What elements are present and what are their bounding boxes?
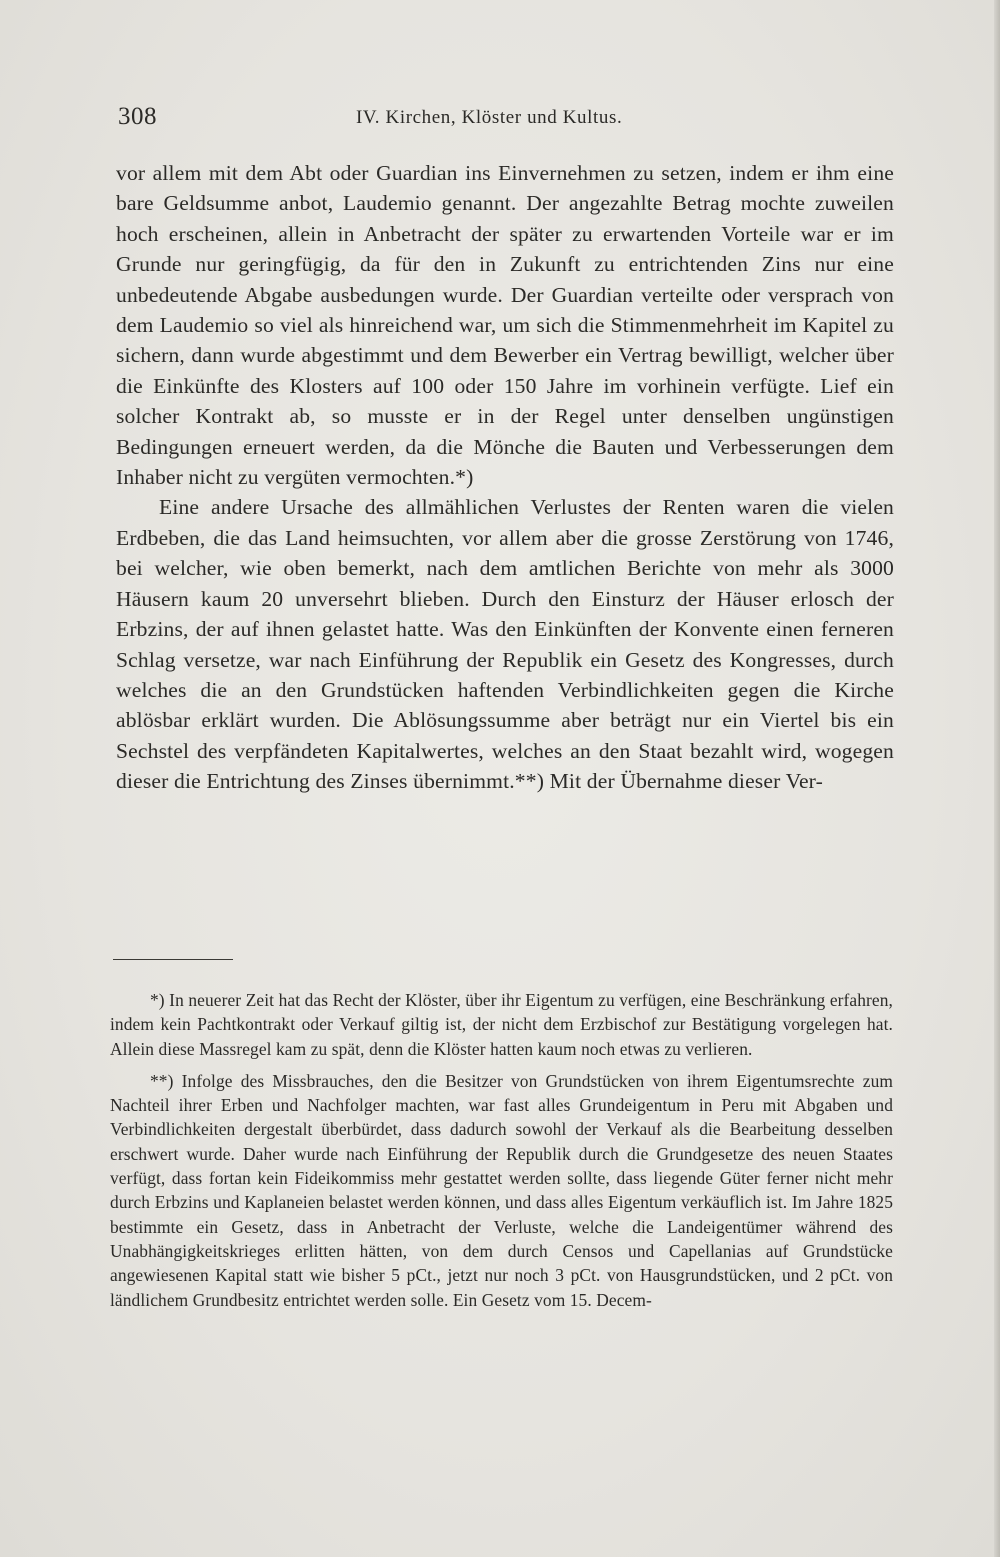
footnote-separator	[113, 959, 233, 960]
main-text	[116, 158, 894, 797]
running-title: IV. Kirchen, Klöster und Kultus.	[356, 107, 623, 128]
footnote-1: *) In neuerer Zeit hat das Recht der Klöster, über ihr Eigentum zu verfügen, eine Beschränkung erfahren, indem kein Pachtkontrakt oder Verkauf giltig ist, der nicht dem Erzbischof zur Bestätigung vorgelegen hat. Allein diese Massregel kam zu spät, denn die Klöster hatten kaum noch etwas zu verlieren.	[110, 990, 893, 1059]
paragraph: Eine andere Ursache des allmählichen Verlustes der Renten waren die vielen Erdbeben, die das Land heimsuchten, vor allem aber die grosse Zerstörung von 1746, bei welcher, wie oben bemerkt, nach dem amtlichen Berichte von mehr als 3000 Häusern kaum 20 unversehrt blieben. Durch den Einsturz der Häuser erlosch der Erbzins, der auf ihnen gelastet hatte. Was den Einkünften der Konvente einen ferneren Schlag versetze, war nach Einführung der Republik ein Gesetz des Kongresses, durch welches die an den Grundstücken haftenden Verbindlichkeiten gegen die Kirche ablösbar erklärt wurden. Die Ablösungssumme aber beträgt nur ein Viertel bis ein Sechstel des verpfändeten Kapitalwertes, welches an den Staat bezahlt wird, wogegen dieser die Entrichtung des Zinses übernimmt.**) Mit der Übernahme dieser Ver-	[116, 495, 894, 794]
footnote-2: **) Infolge des Missbrauches, den die Besitzer von Grundstücken von ihrem Eigentumsrechte zum Nachteil ihrer Erben und Nachfolger machten, war fast alles Grundeigentum in Peru mit Abgaben und Verbindlichkeiten dergestalt überbürdet, dass dadurch sowohl der Verkauf als die Bearbeitung desselben erschwert wurde. Daher wurde nach Einführung der Republik durch die Grundgesetze des neuen Staates verfügt, dass fortan kein Fideikommiss mehr gestattet werden sollte, dass liegende Güter ferner nicht mehr durch Erbzins und Kaplaneien belastet werden können, und dass alles Eigentum verkäuflich ist. Im Jahre 1825 bestimmte ein Gesetz, dass in Anbetracht der Verluste, welche die Landeigentümer während des Unabhängigkeitskrieges erlitten hätten, von dem durch Censos und Capellanias auf Grundstücke angewiesenen Kapital statt wie bisher 5 pCt., jetzt nur noch 3 pCt. von Hausgrundstücken, und 2 pCt. von ländlichem Grundbesitz entrichtet werden solle. Ein Gesetz vom 15. Decem-	[110, 1070, 893, 1310]
page-header	[118, 103, 888, 137]
page-edge-shadow	[994, 0, 1000, 1557]
paragraph-continuation: vor allem mit dem Abt oder Guardian ins Einvernehmen zu setzen, indem er ihm eine bare Geldsumme anbot, Laudemio genannt. Der angezahlte Betrag mochte zuweilen hoch erscheinen, allein in Anbetracht der später zu erwartenden Vorteile war er im Grunde nur geringfügig, da für den in Zukunft zu entrichtenden Zins nur eine unbedeutende Abgabe ausbedungen wurde. Der Guardian verteilte oder versprach von dem Laudemio so viel als hinreichend war, um sich die Stimmenmehrheit im Kapitel zu sichern, dann wurde abgestimmt und dem Bewerber ein Vertrag bewilligt, welcher über die Einkünfte des Klosters auf 100 oder 150 Jahre im vorhinein verfügte. Lief ein solcher Kontrakt ab, so musste er in der Regel unter denselben ungünstigen Bedingungen erneuert werden, da die Mönche die Bauten und Verbesserungen dem Inhaber nicht zu vergüten vermochten.*)	[116, 161, 894, 490]
page-number: 308	[118, 103, 157, 130]
footnotes	[110, 988, 893, 1312]
